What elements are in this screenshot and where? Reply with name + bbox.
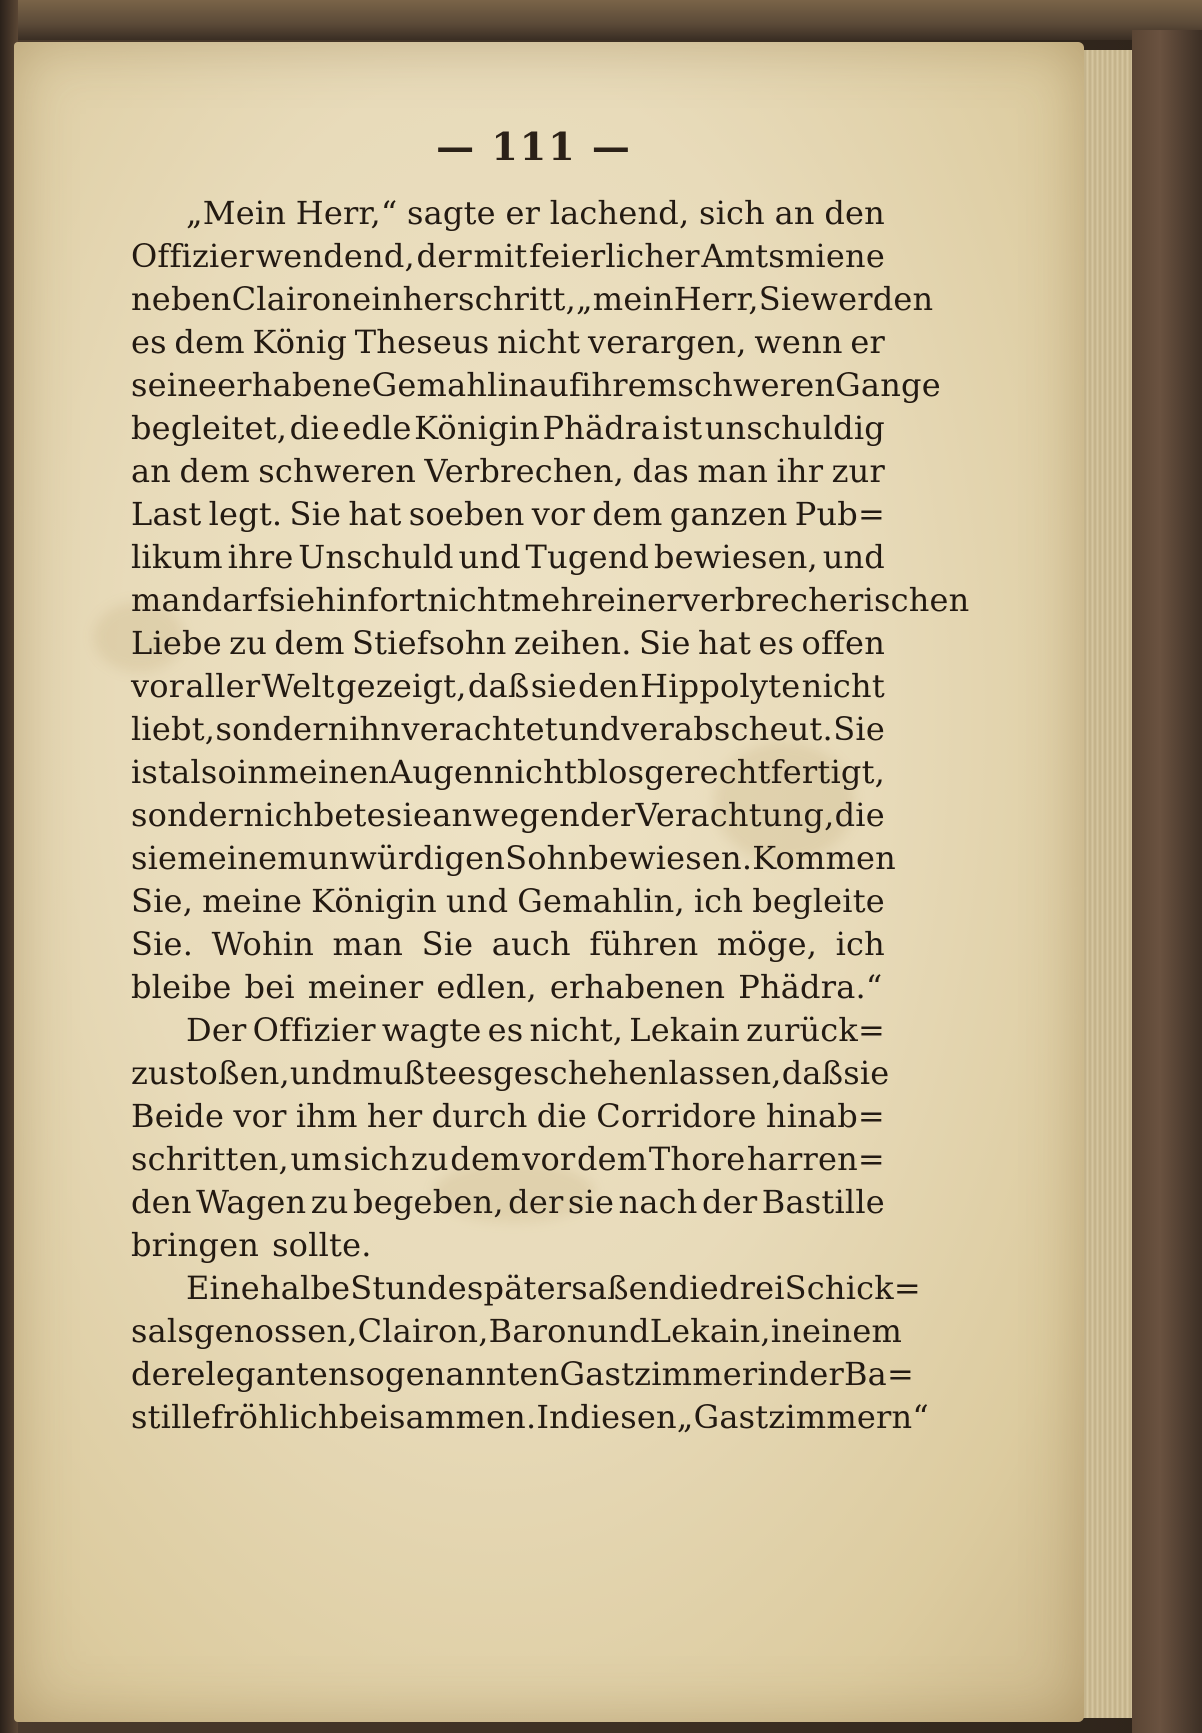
word: ihm [295, 1097, 358, 1135]
word: sie [567, 1183, 615, 1221]
word: Schick= [784, 1269, 921, 1307]
word: Sie [421, 925, 474, 963]
text-line [131, 665, 885, 708]
word: zustoßen, [131, 1054, 290, 1092]
word: Sie [758, 280, 811, 318]
word: einherschritt, [352, 280, 576, 318]
word: ihn [349, 710, 402, 748]
text-line [131, 1009, 885, 1052]
word: Eine [186, 1269, 260, 1307]
word: Sie. [131, 925, 194, 963]
text-line [131, 321, 885, 364]
word: fröhlich [211, 1398, 339, 1436]
word: bleibe [131, 968, 232, 1006]
word: erhabene [217, 366, 372, 404]
word: man [697, 452, 769, 490]
word: Sie [833, 710, 885, 748]
word: er [850, 323, 885, 361]
word: schweren [258, 452, 417, 490]
word: Offizier [252, 1011, 376, 1049]
word: sie [385, 796, 433, 834]
word: aller [185, 667, 261, 705]
word: Sohn [505, 839, 589, 877]
word: Gemahlin [371, 366, 529, 404]
word: einer [596, 581, 682, 619]
word: ihr [776, 452, 824, 490]
word: also [171, 753, 237, 791]
word: der [702, 1183, 758, 1221]
text-line [131, 880, 885, 923]
word: edle [342, 409, 412, 447]
word: König [252, 323, 348, 361]
word: Augen [389, 753, 494, 791]
text-line [131, 407, 885, 450]
word: nicht [801, 667, 885, 705]
word: ich [835, 925, 885, 963]
page-number: — 111 — [436, 124, 632, 169]
word: Wohin [211, 925, 314, 963]
word: verbrecherischen [681, 581, 970, 619]
word: einem [802, 1312, 903, 1350]
word: auf [528, 366, 581, 404]
word: Clairon, [357, 1312, 489, 1350]
word: meinem [177, 839, 308, 877]
word: ist [662, 409, 703, 447]
word: führen [589, 925, 699, 963]
word: lachend, [549, 194, 690, 232]
word: „Mein [186, 194, 287, 232]
word: seine [131, 366, 218, 404]
text-line [131, 923, 885, 966]
word: saßen [571, 1269, 669, 1307]
text-line [131, 1353, 914, 1396]
word: bewiesen, [653, 538, 818, 576]
word: wenn [754, 323, 843, 361]
word: an [131, 452, 172, 490]
word: likum [131, 538, 223, 576]
text-line [131, 364, 941, 407]
word: nicht, [529, 1011, 624, 1049]
word: ich [693, 882, 744, 920]
word: drei [718, 1269, 785, 1307]
word: geschehen [493, 1054, 669, 1092]
word: neben [131, 280, 232, 318]
word: dem [274, 624, 345, 662]
word: vor [531, 495, 586, 533]
word: feierlicher [529, 237, 700, 275]
word: zurück= [746, 1011, 885, 1049]
word: Hippolyte [640, 667, 801, 705]
word: das [632, 452, 689, 490]
word: Stiefsohn [352, 624, 507, 662]
text-line [131, 1095, 885, 1138]
word: Theseus [354, 323, 490, 361]
word: ihre [227, 538, 294, 576]
word: sie [269, 581, 316, 619]
word: soeben [408, 495, 525, 533]
word: sogenannten [348, 1355, 560, 1393]
word: Thore [648, 1140, 746, 1178]
word: an [774, 194, 815, 232]
word: später [466, 1269, 572, 1307]
text-line [131, 493, 885, 536]
word: Baron [488, 1312, 588, 1350]
word: Kommen [752, 839, 896, 877]
word: gezeigt, [336, 667, 467, 705]
word: und [289, 1054, 353, 1092]
word: es [758, 624, 795, 662]
text-line [131, 622, 885, 665]
word: offen [801, 624, 885, 662]
word: die [289, 409, 340, 447]
word: salsgenossen, [131, 1312, 358, 1350]
word: sondern [215, 710, 349, 748]
word: sondern [131, 796, 265, 834]
word: in [757, 1355, 789, 1393]
text-line [131, 278, 934, 321]
word: begleite [752, 882, 885, 920]
text-line [131, 579, 970, 622]
text-line [131, 235, 885, 278]
word: vor [233, 1097, 287, 1135]
word: Lekain, [649, 1312, 771, 1350]
word: blos [577, 753, 645, 791]
word: zeihen. [513, 624, 632, 662]
word: den [131, 1183, 192, 1221]
word: nicht [493, 753, 578, 791]
word: Amtsmiene [701, 237, 885, 275]
word: lassen, [668, 1054, 782, 1092]
word: begleitet, [131, 409, 288, 447]
word: bete [313, 796, 386, 834]
word: den [824, 194, 885, 232]
word: Offizier [131, 237, 255, 275]
word: dem [576, 1140, 648, 1178]
word: sagte [407, 194, 496, 232]
word: Gemahlin, [517, 882, 685, 920]
word: eleganten [186, 1355, 349, 1393]
word: bringen [131, 1226, 260, 1264]
word: Beide [131, 1097, 225, 1135]
book-top-edge [0, 0, 1202, 40]
word: der [131, 1355, 187, 1393]
word: Welt [261, 667, 335, 705]
word: ganzen [669, 495, 788, 533]
word: der [508, 1183, 564, 1221]
word: Unschuld [298, 538, 454, 576]
text-line [131, 966, 885, 1009]
word: dem [179, 452, 250, 490]
word: gerechtfertigt, [644, 753, 885, 791]
word: meiner [307, 968, 424, 1006]
word: sie [843, 1054, 890, 1092]
word: Phädra.“ [738, 968, 883, 1006]
word: und [558, 710, 621, 748]
word: hinfort [315, 581, 428, 619]
word: Königin [414, 409, 541, 447]
word: sich [343, 1140, 410, 1178]
word: Tugend [525, 538, 650, 576]
word: daß [781, 1054, 844, 1092]
word: In [536, 1398, 570, 1436]
word: unwürdigen [307, 839, 506, 877]
word: Königin [311, 882, 437, 920]
text-line [131, 708, 885, 751]
word: Liebe [131, 624, 222, 662]
word: dem [592, 495, 663, 533]
word: Corridore [596, 1097, 757, 1135]
body-text [131, 192, 970, 1439]
word: Last [131, 495, 202, 533]
word: sie [530, 667, 577, 705]
text-line [131, 1052, 890, 1095]
word: schweren [677, 366, 836, 404]
word: darf [201, 581, 270, 619]
word: durch [431, 1097, 528, 1135]
word: Pub= [794, 495, 885, 533]
word: Gange [835, 366, 941, 404]
word: Verbrechen, [424, 452, 624, 490]
word: die [668, 1269, 719, 1307]
word: und [587, 1312, 650, 1350]
word: unschuldig [704, 409, 885, 447]
text-line [131, 794, 885, 837]
word: man [131, 581, 202, 619]
word: Stunde [350, 1269, 467, 1307]
word: vor [522, 1140, 576, 1178]
word: dem [450, 1140, 521, 1178]
word: verachtet [401, 710, 558, 748]
text-line [131, 1224, 885, 1267]
word: wegen [472, 796, 580, 834]
word: verabscheut. [621, 710, 833, 748]
word: meinen [268, 753, 390, 791]
word: daß [467, 667, 530, 705]
word: liebt, [131, 710, 216, 748]
word: Clairon [231, 280, 353, 318]
word: Der [186, 1011, 247, 1049]
word: der [788, 1355, 844, 1393]
word: her [366, 1097, 423, 1135]
word: der [416, 237, 472, 275]
word: es [487, 1011, 524, 1049]
word: ihrem [581, 366, 678, 404]
word: harren= [746, 1140, 885, 1178]
word: zu [310, 1183, 349, 1221]
word: werden [810, 280, 934, 318]
word: Sie, [131, 882, 194, 920]
word: sich [698, 194, 765, 232]
word: vor [131, 667, 185, 705]
word: man [332, 925, 404, 963]
word: mußte [352, 1054, 458, 1092]
word: „mein [576, 280, 674, 318]
word: erhabenen [549, 968, 726, 1006]
text-line [131, 192, 885, 235]
word: meine [202, 882, 303, 920]
word: Bastille [761, 1183, 885, 1221]
word: den [578, 667, 639, 705]
word: wendend, [255, 237, 415, 275]
word: Lekain [629, 1011, 740, 1049]
word: legt. [208, 495, 283, 533]
word: halbe [259, 1269, 351, 1307]
word: und [822, 538, 885, 576]
text-line [131, 1396, 929, 1439]
word: nicht [427, 581, 511, 619]
word: „Gastzimmern“ [676, 1398, 929, 1436]
word: hat [348, 495, 402, 533]
word: hinab= [765, 1097, 885, 1135]
word: Herr,“ [295, 194, 398, 232]
word: bewiesen. [588, 839, 753, 877]
text-line [131, 1310, 903, 1353]
word: in [770, 1312, 803, 1350]
book-cover-edge [1132, 30, 1202, 1733]
text-line [131, 1181, 885, 1224]
word: und [458, 538, 521, 576]
book-page [14, 42, 1084, 1722]
word: Wagen [196, 1183, 307, 1221]
word: in [236, 753, 269, 791]
word: mit [473, 237, 528, 275]
word: schritten, [131, 1140, 289, 1178]
text-line [131, 751, 885, 794]
word: zu [410, 1140, 449, 1178]
word: Sie [289, 495, 342, 533]
word: nicht [497, 323, 581, 361]
text-line [131, 837, 896, 880]
word: um [290, 1140, 342, 1178]
word: Ba= [843, 1355, 914, 1393]
word: ich [264, 796, 314, 834]
word: mehr [510, 581, 597, 619]
word: an [432, 796, 473, 834]
word: diesen [569, 1398, 677, 1436]
word: bei [244, 968, 295, 1006]
word: edlen, [436, 968, 537, 1006]
word: ist [131, 753, 172, 791]
word: verargen, [587, 323, 747, 361]
word: er [505, 194, 541, 232]
word: Sie [638, 624, 691, 662]
word: der [580, 796, 636, 834]
word: nach [618, 1183, 698, 1221]
word: und [445, 882, 509, 920]
text-line [131, 1138, 885, 1181]
word: begeben, [353, 1183, 504, 1221]
text-line [131, 450, 885, 493]
word: wagte [381, 1011, 482, 1049]
word: möge, [716, 925, 818, 963]
word: zu [229, 624, 268, 662]
text-line [131, 536, 885, 579]
word: es [457, 1054, 494, 1092]
word: dem [174, 323, 245, 361]
word: stille [131, 1398, 212, 1436]
word: sie [131, 839, 178, 877]
word: die [834, 796, 885, 834]
word: Herr, [673, 280, 759, 318]
word: Phädra [542, 409, 660, 447]
page-stack-edge [1081, 50, 1132, 1718]
word: hat [697, 624, 752, 662]
word: zur [831, 452, 885, 490]
word: Gastzimmer [559, 1355, 758, 1393]
word: Verachtung, [635, 796, 835, 834]
text-line [131, 1267, 921, 1310]
word: es [131, 323, 167, 361]
word: auch [491, 925, 571, 963]
word: die [536, 1097, 588, 1135]
word: sollte. [272, 1226, 372, 1264]
word: beisammen. [338, 1398, 537, 1436]
